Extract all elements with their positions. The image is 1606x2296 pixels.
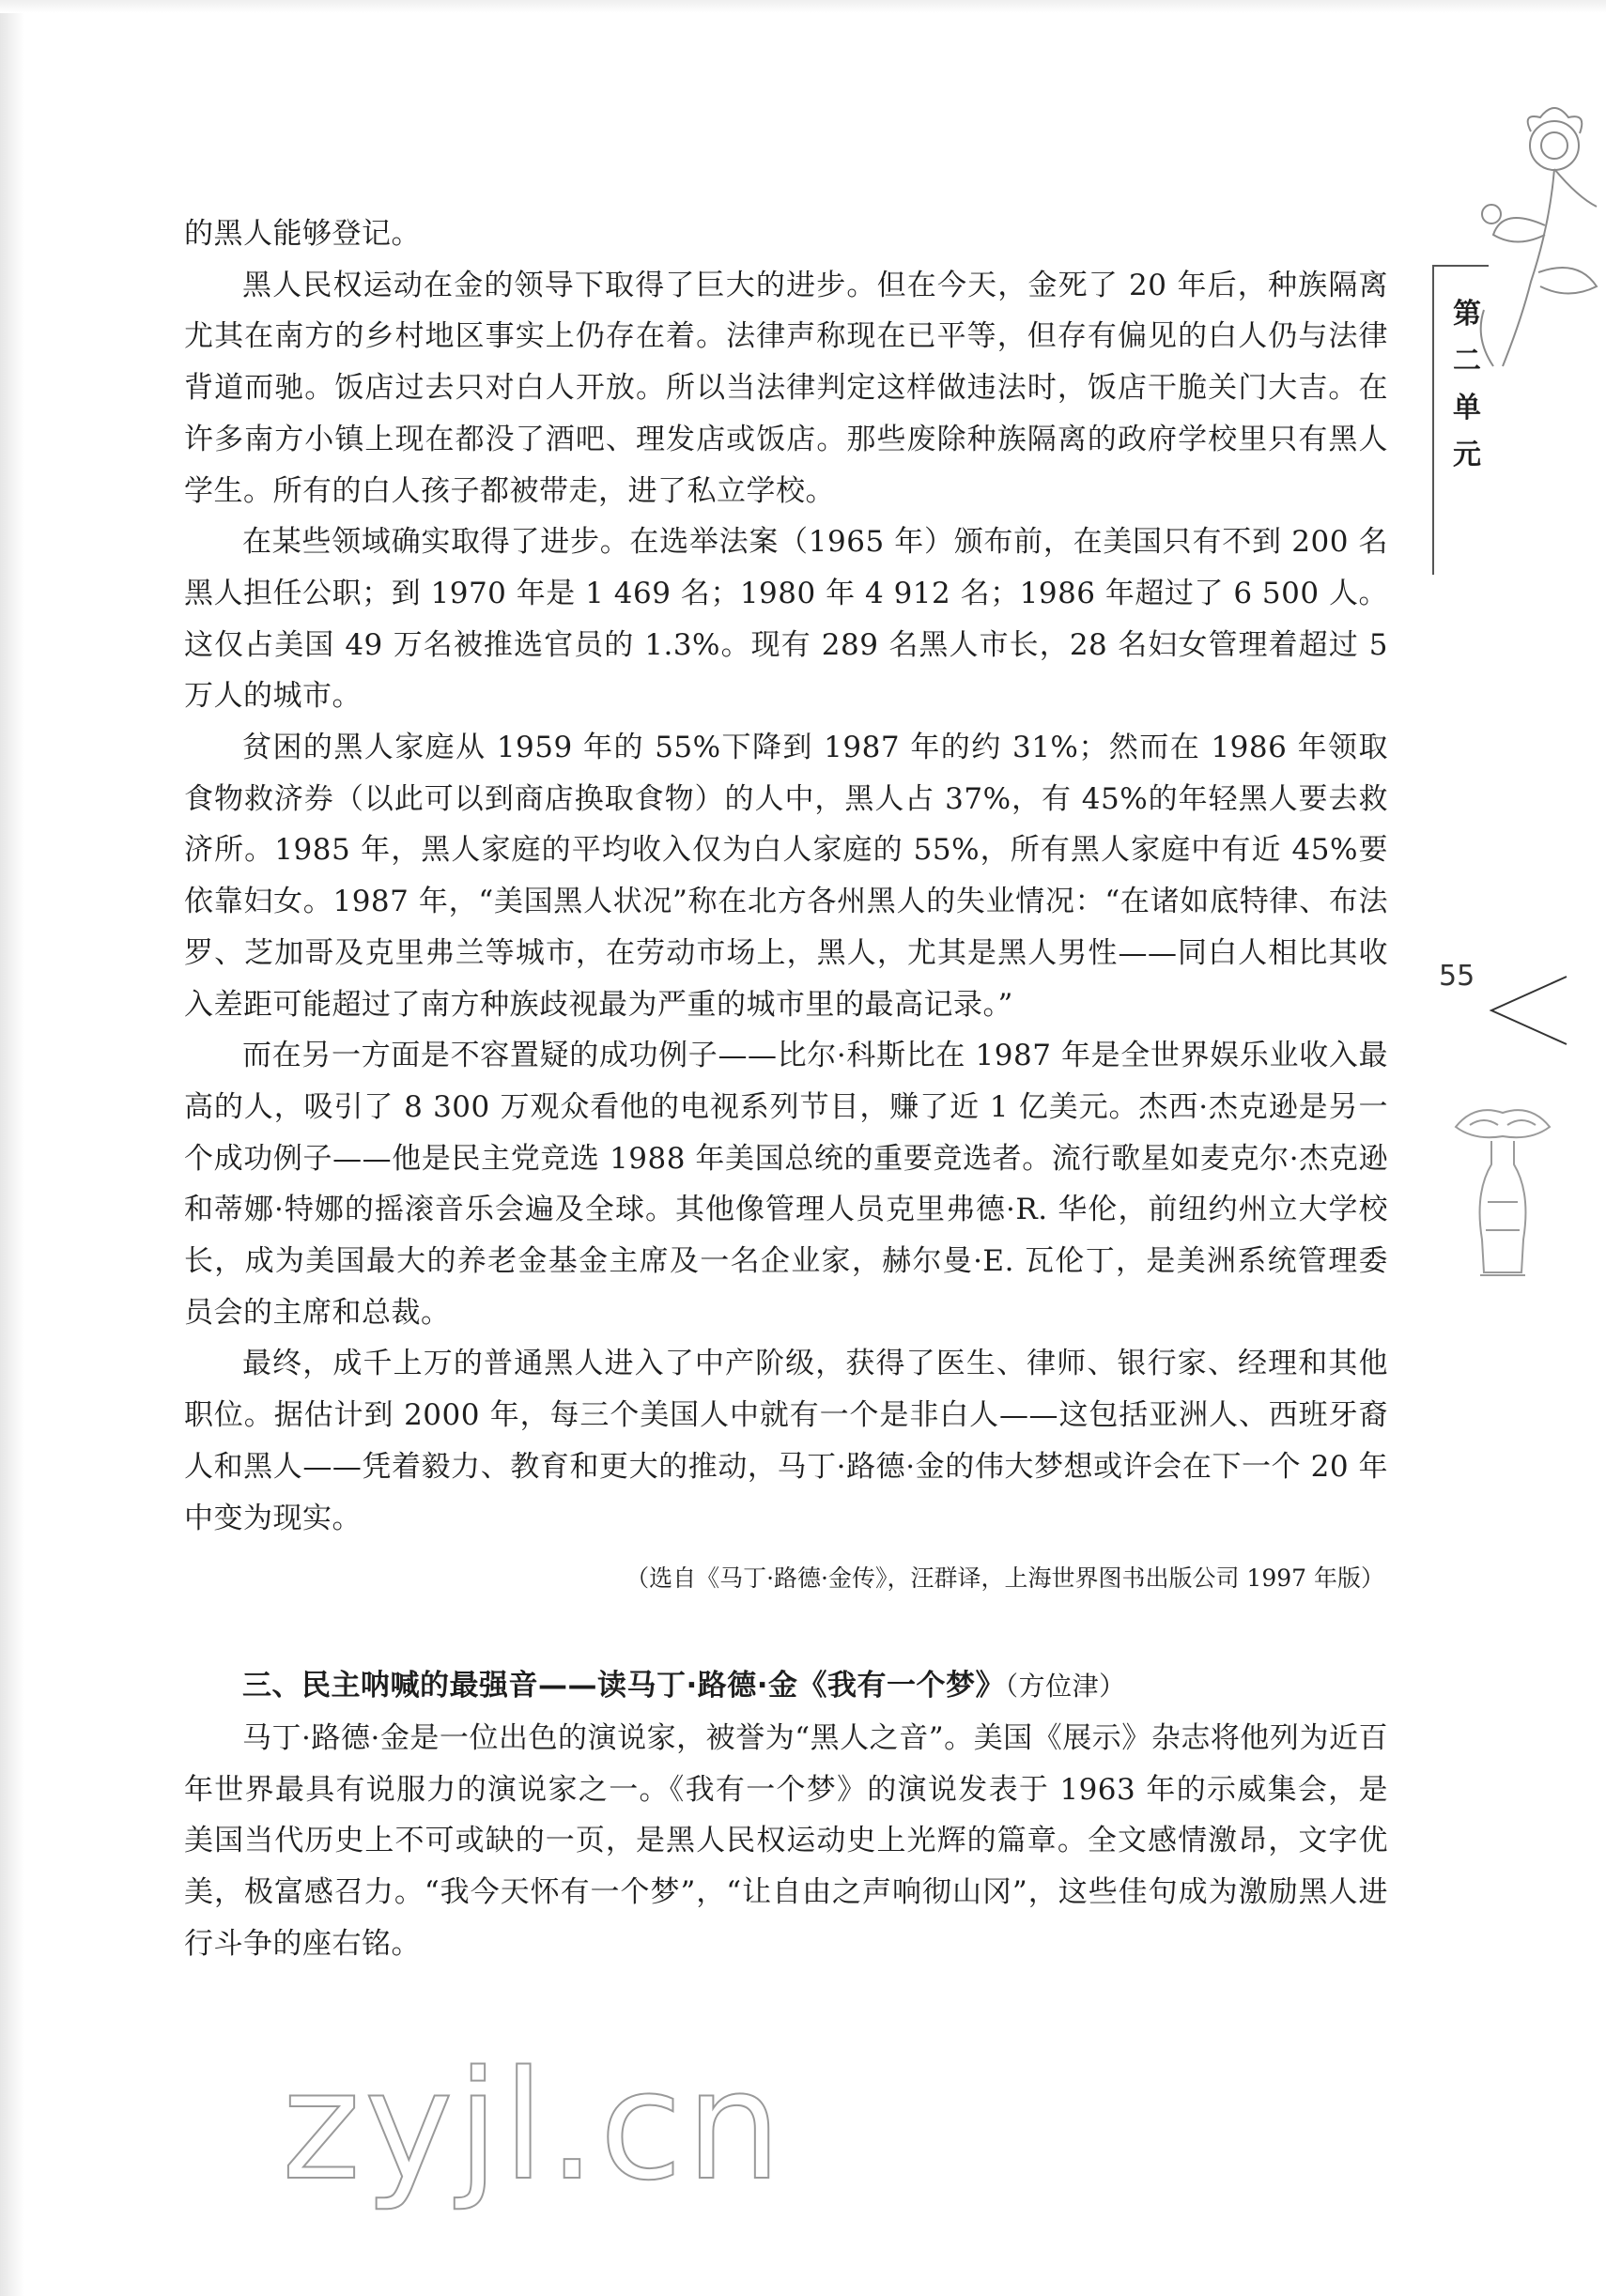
paragraph: 最终，成千上万的普通黑人进入了中产阶级，获得了医生、律师、银行家、经理和其他职位。据估计到 2000 年，每三个美国人中就有一个是非白人——这包括亚洲人、西班牙裔人和黑人——凭着毅力、教育和更大的推动，马丁·路德·金的伟大梦想或许会在下一个 20 年中变为现实。	[184, 1347, 1388, 1535]
paragraph: 马丁·路德·金是一位出色的演说家，被誉为“黑人之音”。美国《展示》杂志将他列为近百年世界最具有说服力的演说家之一。《我有一个梦》的演说发表于 1963 年的示威集会，是美国当代历史上不可或缺的一页，是黑人民权运动史上光辉的篇章。全文感情激昂，文字优美，极富感召力。“我今天怀有一个梦”，“让自由之声响彻山冈”，这些佳句成为激励黑人进行斗争的座右铭。	[184, 1720, 1388, 1961]
watermark: zyjl.cn	[282, 2038, 785, 2213]
paragraph: 在某些领域确实取得了进步。在选举法案（1965 年）颁布前，在美国只有不到 200 名黑人担任公职；到 1970 年是 1 469 名；1980 年 4 912 名；1986 年超过了 6 500 人。这仅占美国 49 万名被推选官员的 1.3%。现有 289 名黑人市长，28 名妇女管理着超过 5 万人的城市。	[184, 525, 1388, 714]
source-citation: （选自《马丁·路德·金传》，汪群译，上海世界图书出版公司 1997 年版）	[625, 1564, 1384, 1593]
page-number: 55	[1439, 960, 1475, 993]
paragraph: 而在另一方面是不容置疑的成功例子——比尔·科斯比在 1987 年是全世界娱乐业收入最高的人，吸引了 8 300 万观众看他的电视系列节目，赚了近 1 亿美元。杰西·杰克逊是另一个成功例子——他是民主党竞选 1988 年美国总统的重要竞选者。流行歌星如麦克尔·杰克逊和蒂娜·特娜的摇滚音乐会遍及全球。其他像管理人员克里弗德·R. 华伦，前纽约州立大学校长，成为美国最大的养老金基金主席及一名企业家，赫尔曼·E. 瓦伦丁，是美洲系统管理委员会的主席和总裁。	[184, 1039, 1388, 1330]
main-text	[184, 208, 1388, 1970]
page-top-shadow	[0, 0, 1606, 13]
paragraph: 黑人民权运动在金的领导下取得了巨大的进步。但在今天，金死了 20 年后，种族隔离尤其在南方的乡村地区事实上仍存在着。法律声称现在已平等，但存有偏见的白人仍与法律背道而驰。饭店过去只对白人开放。所以当法律判定这样做违法时，饭店干脆关门大吉。在许多南方小镇上现在都没了酒吧、理发店或饭店。那些废除种族隔离的政府学校里只有黑人学生。所有的白人孩子都被带走，进了私立学校。	[184, 268, 1388, 508]
unit-label-rule	[1432, 265, 1434, 575]
section-heading-title: 三、民主呐喊的最强音——读马丁·路德·金《我有一个梦》	[242, 1669, 1006, 1703]
paragraph: 贫困的黑人家庭从 1959 年的 55%下降到 1987 年的约 31%；然而在 1986 年领取食物救济券（以此可以到商店换取食物）的人中，黑人占 37%，有 45%的年轻黑人要去救济所。1985 年，黑人家庭的平均收入仅为白人家庭的 55%，所有黑人家庭中有近 45%要依靠妇女。1987 年，“美国黑人状况”称在北方各州黑人的失业情况：“在诸如底特律、布法罗、芝加哥及克里弗兰等城市，在劳动市场上，黑人，尤其是黑人男性——同白人相比其收入差距可能超过了南方种族歧视最为严重的城市里的最高记录。”	[184, 731, 1388, 1022]
page-edge-shadow	[0, 0, 24, 2296]
page-chevron-icon	[1486, 973, 1570, 1048]
unit-label: 第二单元	[1453, 298, 1481, 471]
section-heading	[184, 1660, 1388, 1713]
paragraph: 的黑人能够登记。	[184, 217, 421, 251]
section-heading-author: （方位津）	[1005, 1671, 1126, 1703]
unit-label-rule-top	[1432, 265, 1489, 267]
vase-illustration-icon	[1446, 1099, 1559, 1287]
